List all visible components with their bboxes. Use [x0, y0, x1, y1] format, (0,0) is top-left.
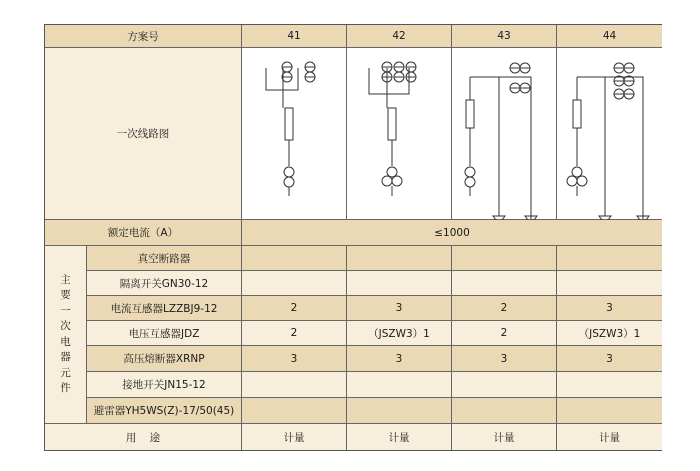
- table-cell: [452, 398, 557, 424]
- table-cell: （JSZW3）1: [347, 321, 452, 346]
- circuit-diagram-42: [347, 48, 452, 220]
- usage-label: 用 途: [45, 424, 242, 450]
- rated-current-value: ≤1000: [242, 220, 662, 246]
- diagram-cell-41: [242, 48, 347, 220]
- table-cell: [347, 372, 452, 398]
- table-cell: 3: [347, 296, 452, 321]
- group-label-char: 件: [60, 382, 71, 394]
- usage-cell: 计量: [242, 424, 347, 450]
- table-cell: 2: [242, 321, 347, 346]
- usage-cell: 计量: [452, 424, 557, 450]
- diagram-cell-43: [452, 48, 557, 220]
- table-cell: [242, 398, 347, 424]
- table-cell: [242, 246, 347, 271]
- group-label-char: 器: [60, 351, 71, 363]
- main-components-group-label: [45, 246, 87, 424]
- group-label-char: 元: [60, 366, 71, 379]
- table-cell: 2: [242, 296, 347, 321]
- table-cell: 2: [452, 321, 557, 346]
- component-name-vacuum-breaker: 真空断路器: [87, 246, 242, 271]
- table-cell: [347, 271, 452, 296]
- scheme-42-header: 42: [347, 25, 452, 48]
- circuit-diagram-44: [557, 48, 662, 220]
- table-cell: [557, 246, 662, 271]
- circuit-diagram-43: [452, 48, 557, 220]
- table-cell: 3: [242, 346, 347, 372]
- table-cell: [242, 271, 347, 296]
- table-cell: [347, 398, 452, 424]
- table-cell: 3: [347, 346, 452, 372]
- rated-current-label: 额定电流（A）: [45, 220, 242, 246]
- scheme-41-header: 41: [242, 25, 347, 48]
- component-name-disconnector: 隔离开关GN30-12: [87, 271, 242, 296]
- table-cell: [557, 271, 662, 296]
- group-label-char: 次: [60, 320, 71, 332]
- table-cell: [452, 372, 557, 398]
- scheme-table: [44, 24, 662, 451]
- circuit-diagram-41: [242, 48, 347, 220]
- usage-cell: 计量: [557, 424, 662, 450]
- table-cell: 3: [557, 296, 662, 321]
- scheme-44-header: 44: [557, 25, 662, 48]
- component-name-hv-fuse: 高压熔断器XRNP: [87, 346, 242, 372]
- group-label-char: 要: [60, 289, 71, 301]
- usage-cell: 计量: [347, 424, 452, 450]
- component-name-current-transformer: 电流互感器LZZBJ9-12: [87, 296, 242, 321]
- table-cell: [557, 398, 662, 424]
- scheme-number-label: 方案号: [45, 25, 242, 48]
- table-cell: [242, 372, 347, 398]
- table-cell: [347, 246, 452, 271]
- single-line-diagram-label: 一次线路图: [45, 48, 242, 220]
- table-cell: [452, 271, 557, 296]
- table-cell: [557, 372, 662, 398]
- diagram-cell-42: [347, 48, 452, 220]
- diagram-cell-44: [557, 48, 662, 220]
- table-cell: 2: [452, 296, 557, 321]
- component-name-voltage-transformer: 电压互感器JDZ: [87, 321, 242, 346]
- table-cell: [452, 246, 557, 271]
- table-cell: 3: [452, 346, 557, 372]
- table-cell: （JSZW3）1: [557, 321, 662, 346]
- group-label-char: 电: [60, 335, 71, 348]
- table-cell: 3: [557, 346, 662, 372]
- scheme-43-header: 43: [452, 25, 557, 48]
- component-name-surge-arrester: 避雷器YH5WS(Z)-17/50(45): [87, 398, 242, 424]
- component-name-earthing-switch: 接地开关JN15-12: [87, 372, 242, 398]
- group-label-char: 主: [60, 273, 71, 286]
- group-label-char: 一: [60, 304, 71, 317]
